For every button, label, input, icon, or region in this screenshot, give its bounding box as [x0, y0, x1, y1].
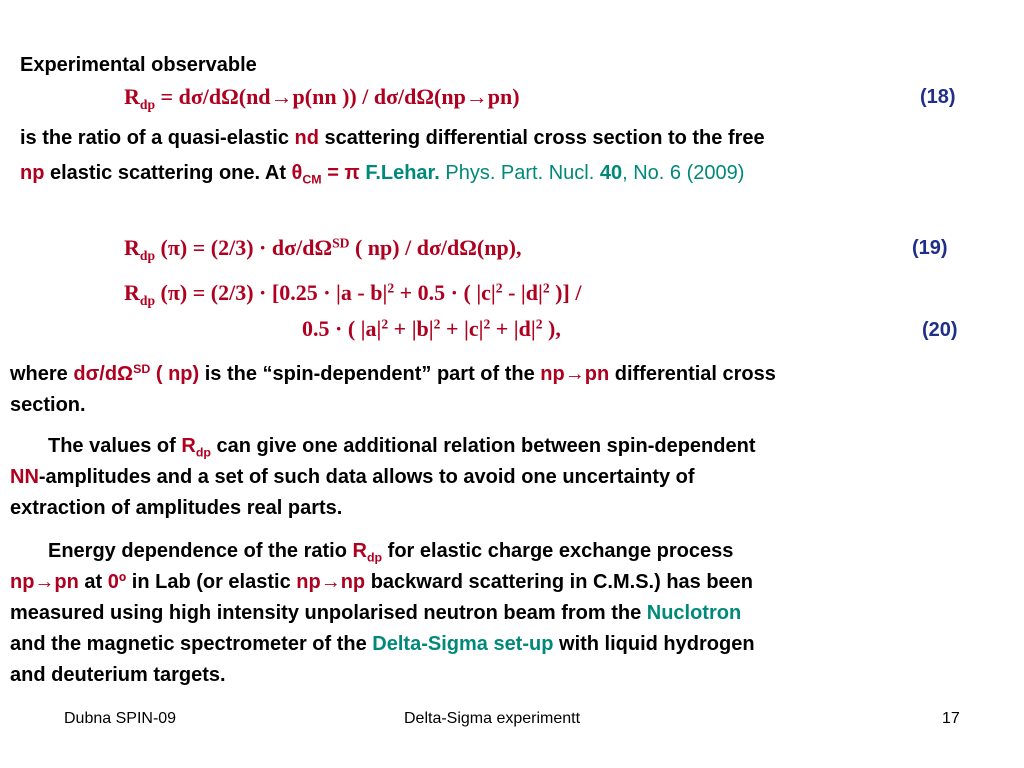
- para1-line-3: extraction of amplitudes real parts.: [10, 497, 343, 519]
- equation-19: $R_{dp}$ $(\pi) = (2/3) \cdot d\sigma/d\Omega^{SD}$ ( np) / dσ/dΩ(np),: [124, 235, 522, 263]
- equation-20-line-2: 0.5 · ( $|a|^2 + |b|^2 + |c|^2 + |d|^2$ ),: [302, 316, 561, 341]
- slide-number: 17: [942, 710, 960, 727]
- footer-left: Dubna SPIN-09: [64, 710, 177, 727]
- footer-center: Delta-Sigma experimentt: [404, 710, 581, 727]
- para2-line-2: np→pn at 0º in Lab (or elastic np→np backward scattering in C.M.S.) has been: [10, 571, 754, 593]
- para2-line-4: and the magnetic spectrometer of the Delta-Sigma set-up with liquid hydrogen: [10, 633, 755, 655]
- para1-line-1: The values of $R_{dp}$ can give one additional relation between spin-dependent: [48, 435, 756, 460]
- text-line-2: np elastic scattering one. At $\theta_{CM} = \pi$ F.Lehar. Phys. Part. Nucl. 40, No. 6 (2009): [20, 162, 745, 187]
- equation-19-number: (19): [912, 237, 948, 259]
- equation-18-number: (18): [920, 86, 956, 108]
- equation-18: $R_{dp} = d\sigma/d\Omega(nd\to p(nn$ )) / dσ/dΩ(np→pn): [124, 84, 520, 112]
- para2-line-3: measured using high intensity unpolarised neutron beam from the Nuclotron: [10, 602, 742, 624]
- equation-20-number: (20): [922, 319, 958, 341]
- text-line-1: is the ratio of a quasi-elastic nd scattering differential cross section to the free: [20, 127, 765, 149]
- where-line-1: where $d\sigma/d\Omega^{SD}$ ( np) is the “spin-dependent” part of the np→pn differential cross: [10, 362, 776, 385]
- slide-heading: Experimental observable: [20, 54, 257, 76]
- equation-20-line-1: $R_{dp}$ $(\pi) = (2/3) \cdot [0.25 \cdot |a - b|^2 + 0.5$ · ( $|c|^2 - |d|^2$ )] /: [124, 280, 582, 308]
- para2-line-1: Energy dependence of the ratio $R_{dp}$ for elastic charge exchange process: [48, 540, 734, 565]
- para2-line-5: and deuterium targets.: [10, 664, 226, 686]
- where-line-2: section.: [10, 394, 86, 416]
- para1-line-2: NN-amplitudes and a set of such data allows to avoid one uncertainty of: [10, 466, 695, 488]
